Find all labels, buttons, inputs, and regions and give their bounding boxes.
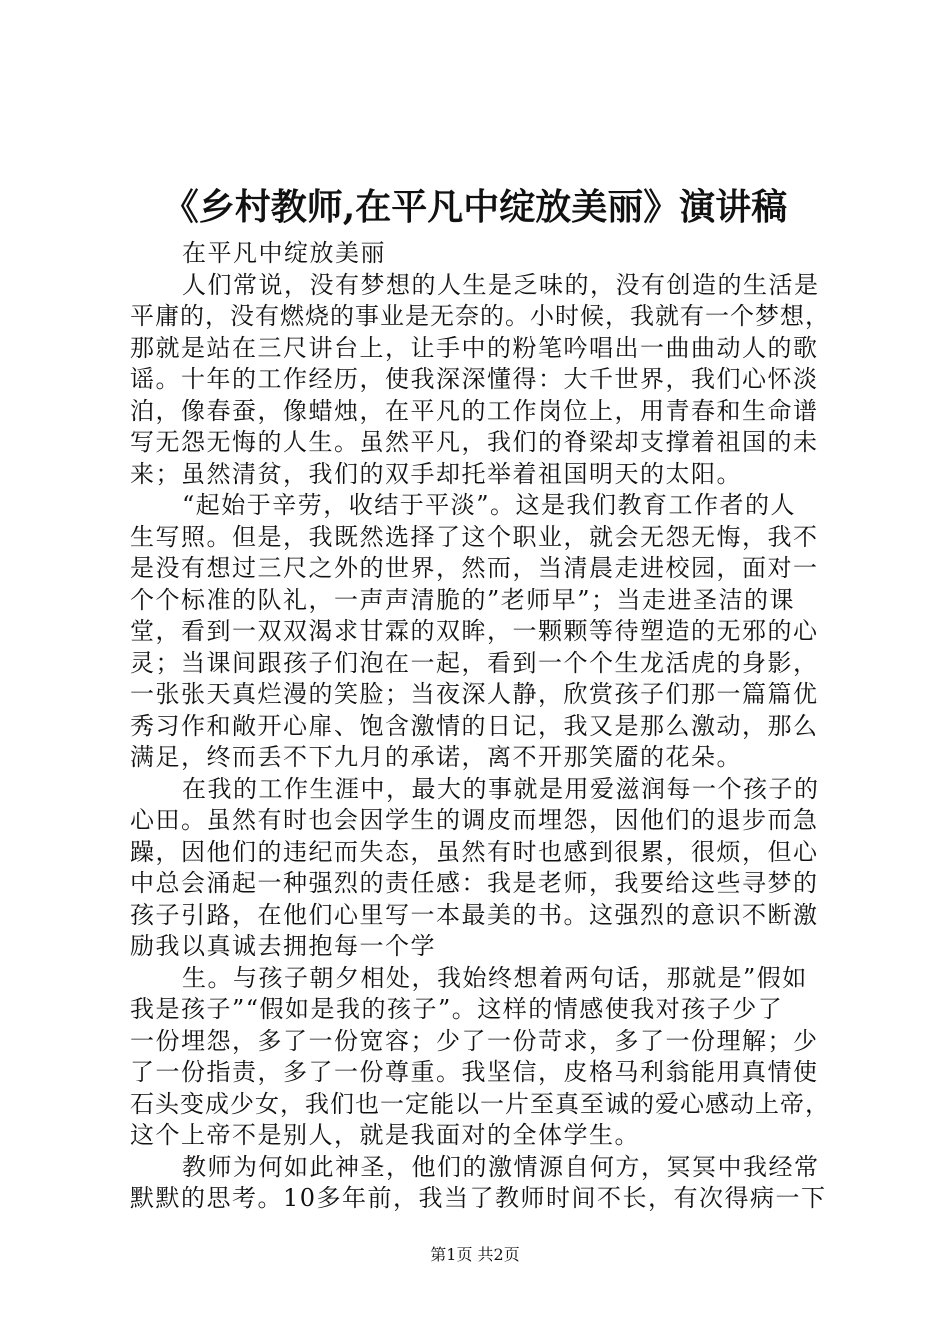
text-line: 了一份指责，多了一份尊重。我坚信，皮格马利翁能用真情使 (130, 1058, 819, 1086)
text-line: 中总会涌起一种强烈的责任感：我是老师，我要给这些寻梦的 (130, 869, 819, 897)
text-line: 满足，终而丢不下九月的承诺，离不开那笑靥的花朵。 (130, 743, 742, 771)
text-line: 孩子引路，在他们心里写一本最美的书。这强烈的意识不断激 (130, 900, 819, 929)
text-line: 平庸的，没有燃烧的事业是无奈的。小时候，我就有一个梦想， (130, 302, 830, 330)
text-line: 秀习作和敞开心扉、饱含激情的日记，我又是那么激动，那么 (130, 711, 819, 740)
text-line: 我是孩子”“假如是我的孩子”。这样的情感使我对孩子少了 (130, 995, 784, 1023)
text-line: “起始于辛劳，收结于平淡”。这是我们教育工作者的人 (182, 491, 797, 519)
text-line: 生。与孩子朝夕相处，我始终想着两句话，那就是”假如 (182, 963, 808, 992)
page-footer: 第1页 共2页 (430, 1245, 520, 1264)
text-line: 心田。虽然有时也会因学生的调皮而埋怨，因他们的退步而急 (130, 806, 819, 834)
text-line: 石头变成少女，我们也一定能以一片至真至诚的爱心感动上帝， (130, 1089, 830, 1118)
document-body (130, 238, 830, 1215)
text-line: 励我以真诚去拥抱每一个学 (130, 932, 436, 960)
text-line: 是没有想过三尺之外的世界，然而，当清晨走进校园，面对一 (130, 554, 819, 582)
text-line: 堂，看到一双双渴求甘霖的双眸，一颗颗等待塑造的无邪的心 (130, 617, 819, 645)
text-line: 人们常说，没有梦想的人生是乏味的，没有创造的生活是 (182, 270, 820, 299)
text-line: 一份埋怨，多了一份宽容；少了一份苛求，多了一份理解；少 (130, 1026, 819, 1055)
text-line: 这个上帝不是别人，就是我面对的全体学生。 (130, 1121, 640, 1149)
text-line: 灵；当课间跟孩子们泡在一起，看到一个个生龙活虎的身影， (130, 648, 819, 677)
text-line: 教师为何如此神圣，他们的激情源自何方，冥冥中我经常 (182, 1152, 820, 1181)
text-line: 一张张天真烂漫的笑脸；当夜深人静，欣赏孩子们那一篇篇优 (130, 680, 819, 708)
text-line: 个个标准的队礼，一声声清脆的”老师早”；当走进圣洁的课 (130, 585, 796, 614)
text-line: 来；虽然清贫，我们的双手却托举着祖国明天的太阳。 (130, 459, 742, 488)
text-line: 在我的工作生涯中，最大的事就是用爱滋润每一个孩子的 (182, 774, 820, 803)
text-line: 生写照。但是，我既然选择了这个职业，就会无怨无悔，我不 (130, 522, 819, 551)
text-line: 躁，因他们的违纪而失态，虽然有时也感到很累，很烦，但心 (130, 837, 819, 866)
text-line: 默默的思考。10多年前，我当了教师时间不长，有次得病一下 (130, 1184, 827, 1212)
text-line: 那就是站在三尺讲台上，让手中的粉笔吟唱出一曲曲动人的歌 (130, 333, 819, 362)
text-line: 在平凡中绽放美丽 (182, 239, 386, 267)
text-line: 泊，像春蚕，像蜡烛，在平凡的工作岗位上，用青春和生命谱 (130, 396, 819, 425)
document-title: 《乡村教师,在平凡中绽放美丽》演讲稿 (162, 186, 788, 228)
text-line: 写无怨无悔的人生。虽然平凡，我们的脊梁却支撑着祖国的未 (130, 428, 819, 456)
text-line: 谣。十年的工作经历，使我深深懂得：大千世界，我们心怀淡 (130, 365, 819, 393)
